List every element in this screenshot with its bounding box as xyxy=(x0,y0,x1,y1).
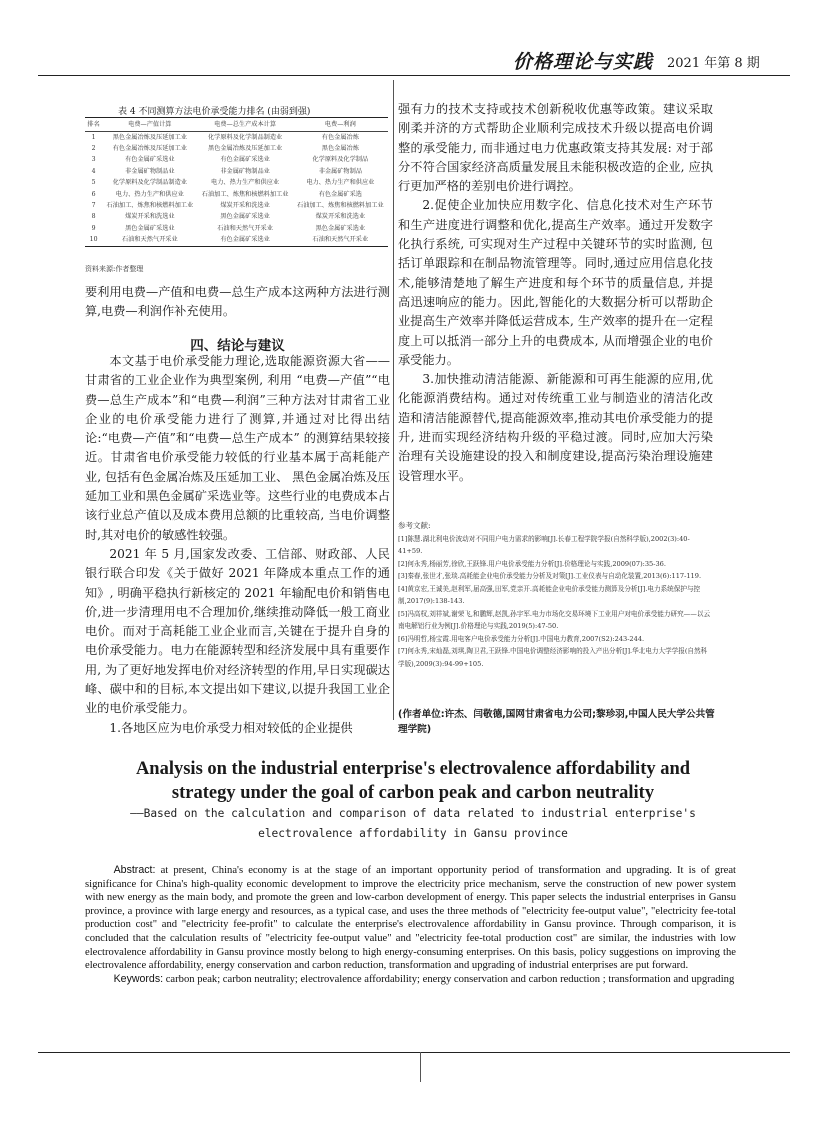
table-header-cell: 电费—产值计算 xyxy=(102,118,197,132)
english-subtitle-line2: electrovalence affordability in Gansu province xyxy=(258,827,568,840)
section-heading: 四、结论与建议 xyxy=(190,338,285,354)
table-cell: 石油和天然气开采业 xyxy=(217,224,273,232)
table-row xyxy=(85,155,388,166)
table-row xyxy=(85,143,388,154)
table-cell: 电力、热力生产和供应业 xyxy=(211,179,280,187)
abstract-label: Abstract: xyxy=(113,864,156,876)
reference-item: [6]冯明哲,杨宝霞.用电客户电价承受能力分析[J].中国电力教育,2007(S2):243-244. xyxy=(398,634,645,643)
journal-logo: 价格理论与实践 xyxy=(513,51,654,73)
table-cell: 石油和天然气开采业 xyxy=(293,235,388,247)
table-cell: 电力、热力生产和供应业 xyxy=(306,179,375,187)
table-cell: 黑色金属矿采选业 xyxy=(220,213,270,221)
table-cell: 煤炭开采和洗选业 xyxy=(125,213,175,221)
author-info: (作者单位:许杰、闫敬德,国网甘肃省电力公司;黎珍羽,中国人民大学公共管理学院) xyxy=(398,709,715,735)
abstract-paragraph xyxy=(85,864,736,973)
table-cell: 黑色金属冶炼及压延加工业 xyxy=(207,145,283,153)
keywords-text: carbon peak; carbon neutrality; electrovalence affordability; energy conservation and carbon reduction ; transformation and upgrading xyxy=(165,973,735,985)
table-header-cell: 电费—利润 xyxy=(293,118,388,132)
table-cell: 5 xyxy=(91,179,96,187)
intro-text: 要利用电费—产值和电费—总生产成本这两种方法进行测算,电费—利润作补充使用。 xyxy=(85,285,390,319)
table-row xyxy=(85,212,388,223)
rank-table xyxy=(85,117,388,247)
table-cell: 有色金属矿采选业 xyxy=(220,156,270,164)
reference-item: [2]何永秀,杨丽芳,徐欣,王跃锋.用户电价承受能力分析[J].价格理论与实践,2009(07):35-36. xyxy=(398,559,666,568)
right-column-body xyxy=(398,100,713,486)
reference-list xyxy=(398,533,713,671)
table-row xyxy=(85,189,388,200)
keywords-paragraph xyxy=(85,973,736,987)
footer-rule xyxy=(38,1052,790,1053)
column-divider xyxy=(393,80,394,720)
table-header-row xyxy=(85,118,388,132)
table-source: 资料来源:作者整理 xyxy=(85,265,144,273)
table-cell: 有色金属矿采选业 xyxy=(125,156,175,164)
table-row xyxy=(85,200,388,211)
english-subtitle-line1: ——Based on the calculation and comparison of data related to industrial enterprise's xyxy=(130,807,696,820)
intro-paragraph xyxy=(85,283,390,322)
table-cell: 6 xyxy=(91,190,96,198)
english-subtitle xyxy=(85,804,741,844)
table-cell: 石油加工、炼焦和核燃料加工业 xyxy=(297,202,384,210)
abstract-block xyxy=(85,864,736,986)
issue-label: 2021 年第 8 期 xyxy=(667,56,760,71)
table-cell: 非金属矿物制品 xyxy=(318,167,362,175)
suggestion-2: 2.促使企业加快应用数字化、信息化技术对生产环节和生产进度进行调整和优化,提高生产效率。通过开发数字化执行系统, 可实现对生产过程中关键环节的实时监测, 包括订单跟踪和在制品物流管理等。同时,通过应用信息化技术,能够清楚地了解生产进度和每个环节的质量信息, 并提高迅速响应的能力。因此,智能化的大数据分析可以帮助企业提高生产效率并降低运营成本, 生产效率的提升在一定程度上可以抵消一部分上升的电费成本, 从而增强企业的电价承受能力。 xyxy=(398,198,713,367)
english-title-line2: strategy under the goal of carbon peak and carbon neutrality xyxy=(171,783,655,803)
table-caption: 表 4 不同测算方法电价承受能力排名 (由弱到强) xyxy=(118,107,311,117)
table-cell: 7 xyxy=(91,202,96,210)
table-cell: 有色金属冶炼 xyxy=(321,133,359,141)
table-row xyxy=(85,132,388,144)
table-cell: 4 xyxy=(91,167,96,175)
table-cell: 煤炭开采和洗选业 xyxy=(220,202,270,210)
table-cell: 3 xyxy=(91,156,96,164)
table-cell: 10 xyxy=(85,235,102,247)
table-cell: 煤炭开采和洗选业 xyxy=(315,213,366,221)
table-cell: 黑色金属冶炼 xyxy=(321,145,359,153)
table-cell: 化学原料及化学制品 xyxy=(312,156,369,164)
abstract-text: at present, China's economy is at the stage of an important opportunity period of transformation and upgrading. It is of great significance for China's high-quality economic development to improve the electricity price mechanism, serve the construction of new power system with new energy as the main body, and promote the green and low-carbon development of energy. This paper selects the industrial enterprises in Gansu province, a province with large energy and resources, as a typical case, and uses the three methods of "electricity fee-output value", "electricity fee-total production cost" and "electricity fee-profit" to calculate the enterprise's electrovalence affordability in Gansu province. Through comparison, it is concluded that the calculation results of "electricity fee-output value" and "electricity fee-total production cost" are similar, the industries with low electrovalence affordability in Gansu province mostly belong to high energy-consuming enterprises. On this basis, policy suggestions on improving the electrovalence affordability, energy conservation and carbon reduction, transformation and upgrading of industrial enterprises are put forward. xyxy=(85,865,736,972)
table-cell: 电力、热力生产和供应业 xyxy=(115,190,184,198)
reference-item: [4]黄京宏,王诚美,赵利军,届高强,田军,党亲开.高耗能企业电价承受能力测算及分析[J].电力系统保护与控制,2017(9):138-143. xyxy=(398,584,701,605)
table-cell: 2 xyxy=(91,145,96,153)
table-row xyxy=(85,235,388,247)
english-title xyxy=(60,757,766,805)
table-cell: 石油加工、炼焦和核燃料加工业 xyxy=(201,190,289,198)
suggestion-3: 3.加快推动清洁能源、新能源和可再生能源的应用,优化能源消费结构。通过对传统重工业与制造业的清洁化改造和清洁能源替代,提高能源效率,推动其电价承受能力的提升, 进而实现经济结构升级的平稳过渡。同时,应加大污染治理有关设施建设的投入和制度建设,提高污染治理设施建设管理水平。 xyxy=(398,372,713,483)
footer-divider xyxy=(420,1052,421,1082)
table-header-cell: 电费—总生产成本计算 xyxy=(197,118,292,132)
table-row xyxy=(85,166,388,177)
table-cell: 有色金属矿采选 xyxy=(318,190,362,198)
table-cell: 9 xyxy=(91,224,96,232)
references-title: 参考文献: xyxy=(398,521,431,530)
table-cell: 非金属矿物制品业 xyxy=(125,167,175,175)
suggestion-1-cont: 强有力的技术支持或技术创新税收优惠等政策。建议采取刚柔并济的方式帮助企业顺利完成技术升级以提高电价调整的承受能力, 而非通过电力优惠政策支持其发展: 对于部分不符合国家经济高质量发展且未能积极改造的企业, 应执行更加严格的差别电价进行调控。 xyxy=(398,102,713,194)
table-cell: 化学原料及化学制品制造业 xyxy=(207,133,283,141)
table-header-cell: 排名 xyxy=(85,118,102,132)
english-title-line1: Analysis on the industrial enterprise's electrovalence affordability and xyxy=(135,759,691,779)
suggestion-1-start: 1.各地区应为电价承受力相对较低的企业提供 xyxy=(109,720,353,735)
reference-item: [3]秦春,张世才,张琰.高耗能企业电价承受能力分析及对策[J].工业仪表与自动化装置,2013(6):117-119. xyxy=(398,572,702,580)
table-row xyxy=(85,223,388,234)
table-cell: 有色金属冶炼及压延加工业 xyxy=(112,145,187,153)
references xyxy=(398,520,713,670)
table-cell: 8 xyxy=(91,213,96,221)
table-cell: 石油和天然气开采业 xyxy=(102,235,197,247)
table-cell: 黑色金属矿采选业 xyxy=(125,224,175,232)
table-row xyxy=(85,178,388,189)
left-column-body xyxy=(85,352,390,738)
reference-item: [1]陈慧.湖北利电价波动对不同用户电力需求的影响[J].长春工程学院学报(自然科学版),2002(3):40-41+59. xyxy=(398,534,690,555)
reference-item: [5]冯高权,刘祥斌,谢荣飞,和鹏辉,赵凯,孙宇军.电力市场化交易环境下工业用户对电价承受能力研究——以云南电解铝行业为例[J].价格理论与实践,2019(5):47-50. xyxy=(398,609,711,630)
policy-paragraph: 2021 年 5 月,国家发改委、工信部、财政部、人民银行联合印发《关于做好 2021 年降成本重点工作的通知》, 明确平稳执行新核定的 2021 年输配电价和销售电价,进一步清理用电不合理加价,继续推动降低一般工商业电价。而对于高耗能工业企业而言,关键在于提升自身的电价承受能力。电力在能源转型和经济发展中具有重要作用, 为了更好地发挥电价对经济转型的作用,早日实现碳达峰、碳中和的目标,本文提出如下建议,以提升我国工业企业的电价承受能力。 xyxy=(85,546,390,716)
table-cell: 有色金属矿采选业 xyxy=(197,235,292,247)
header-rule xyxy=(38,75,790,76)
table-cell: 石油加工、炼焦和核燃料加工业 xyxy=(106,202,194,210)
table-cell: 黑色金属矿采选业 xyxy=(315,224,366,232)
conclusion-paragraph: 本文基于电价承受能力理论,选取能源资源大省——甘肃省的工业企业作为典型案例, 利用 “电费—产值”“电费—总生产成本”和“电费—利润”三种方法对甘肃省工业企业的电价承受能力进行了测算,并通过对比得出结论:“电费—产值”和“电费—总生产成本” 的测算结果较接近。甘肃省电价承受能力较低的行业基本属于高耗能产业, 包括有色金属冶炼及压延加工业、 黑色金属冶炼及压延加工业和黑色金属矿采选业等。这些行业的电费成本占该行业总产值以及成本费用总额的比重较高, 当电价调整时,其对电价的敏感性较强。 xyxy=(85,354,390,542)
table-cell: 非金属矿物制品业 xyxy=(220,167,270,175)
table-cell: 黑色金属冶炼及压延加工业 xyxy=(112,133,187,141)
table-cell: 1 xyxy=(91,133,96,141)
table-cell: 化学原料及化学制品制造业 xyxy=(112,179,187,187)
keywords-label: Keywords: xyxy=(113,972,164,985)
reference-item: [7]何永秀,宋灿磊,刘琪,陶卫君,王跃锋.中国电价调整经济影响的投入产出分析[J].华北电力大学学报(自然科学版),2009(3):94-99+105. xyxy=(398,647,708,668)
